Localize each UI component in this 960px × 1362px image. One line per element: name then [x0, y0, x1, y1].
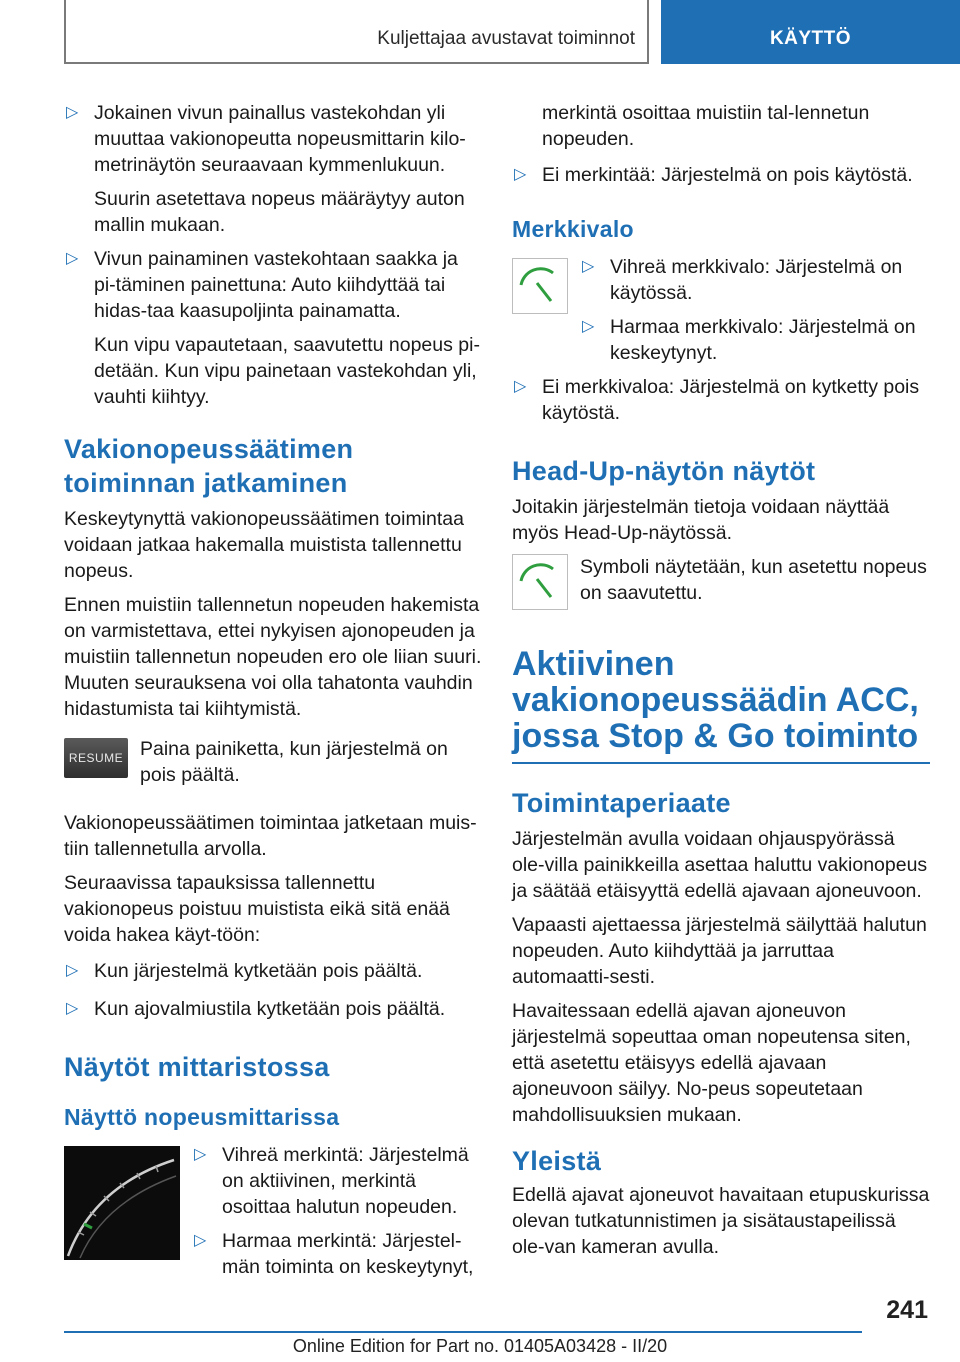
footer-edition: Online Edition for Part no. 01405A03428 - II/20 [292, 1336, 668, 1356]
resume-button-image [64, 738, 128, 778]
section-title: Kuljettajaa avustavat toiminnot [377, 28, 635, 49]
paragraph: Seuraavissa tapauksissa tallennettu vakionopeus poistuu muistista eikä sitä enää voida hakea käyt-töön: [64, 872, 450, 946]
list-item: ▷ Jokainen vivun painallus vastekohdan yli muuttaa vakionopeutta nopeusmittarin kilo-metrinäytön seuraavaan kymmenlukuun. [66, 102, 466, 176]
paragraph: Havaitessaan edellä ajavan ajoneuvon järjestelmä sopeuttaa oman nopeutensa siten, että asetettu etäisyys edellä ajavaan ajoneuvoon säilyy. No-peus sopeutetaan mahdollisuuksien mukaan. [512, 1000, 911, 1126]
heading-general: Yleistä [512, 1146, 602, 1176]
left-column [64, 100, 484, 1288]
triangle-bullet-icon: ▷ [514, 166, 527, 183]
footer-rule [64, 1331, 862, 1333]
right-column [512, 100, 930, 1268]
triangle-bullet-icon: ▷ [66, 104, 79, 121]
list-item: ▷ Vihreä merkkivalo: Järjestelmä on käytössä. [582, 256, 903, 304]
heading-hud: Head-Up-näytön näytöt [512, 456, 816, 486]
list-item: ▷ Harmaa merkkivalo: Järjestelmä on keskeytynyt. [582, 316, 916, 364]
resume-figure [64, 736, 484, 810]
triangle-bullet-icon: ▷ [194, 1232, 207, 1249]
header-section-box [64, 0, 649, 64]
heading-speedometer: Näyttö nopeusmittarissa [64, 1104, 340, 1130]
paragraph: Edellä ajavat ajoneuvot havaitaan etupuskurissa olevan tutkatunnistimen ja sisätaustapeilissä ole-van kameran avulla. [512, 1184, 930, 1258]
list-item: ▷ Vivun painaminen vastekohtaan saakka ja pi-täminen painettuna: Auto kiihdyttää tai hidas-taa kaasupoljinta painamatta. [66, 248, 458, 322]
list-item: ▷ Vihreä merkintä: Järjestelmä on aktiivinen, merkintä osoittaa halutun nopeuden. [194, 1144, 469, 1218]
triangle-bullet-icon: ▷ [582, 318, 595, 335]
list-item: ▷ Ei merkkivaloa: Järjestelmä on kytketty pois käytöstä. [514, 376, 920, 424]
chapter-tab-label: KÄYTTÖ [769, 28, 852, 49]
paragraph: Ennen muistiin tallennetun nopeuden hakemista on varmistettava, ettei nykyisen ajonopeuden ja muistiin tallennetun nopeuden ero ole liian suuri. Muuten seurauksena voi olla tahatonta vauhdin hidastumista tai kiihtymistä. [64, 594, 482, 720]
indicator-figure [512, 254, 930, 366]
list-item: ▷ Kun järjestelmä kytketään pois päältä. [66, 960, 423, 982]
continued-text: merkintä osoittaa muistiin tal-lennetun nopeuden. [542, 102, 870, 150]
note: Suurin asetettava nopeus määräytyy auton mallin mukaan. [94, 188, 465, 236]
triangle-bullet-icon: ▷ [66, 1000, 79, 1017]
paragraph: Keskeytynyttä vakionopeussäätimen toimintaa voidaan jatkaa hakemalla muistista tallennettu nopeus. [64, 508, 464, 582]
resume-text: Paina painiketta, kun järjestelmä on pois päältä. [140, 738, 448, 786]
speedometer-figure [64, 1142, 484, 1280]
speed-indicator-icon [512, 258, 568, 314]
resume-button-label: RESUME [68, 751, 124, 765]
heading-principle: Toimintaperiaate [512, 788, 731, 818]
heading-displays: Näytöt mittaristossa [64, 1052, 330, 1082]
paragraph: Vapaasti ajettaessa järjestelmä säilyttää halutun nopeuden. Auto kiihdyttää ja jarruttaa automaatti-sesti. [512, 914, 927, 988]
paragraph: Joitakin järjestelmän tietoja voidaan näyttää myös Head-Up-näytössä. [512, 496, 890, 544]
list-item: ▷ Kun ajovalmiustila kytketään pois päältä. [66, 998, 446, 1020]
speedometer-arc-icon [64, 1146, 180, 1260]
triangle-bullet-icon: ▷ [66, 250, 79, 267]
heading-acc: Aktiivinen vakionopeussäädin ACC, jossa Stop & Go toiminto [512, 646, 930, 764]
hud-symbol-text: Symboli näytetään, kun asetettu nopeus on saavutettu. [580, 556, 927, 604]
paragraph: Järjestelmän avulla voidaan ohjauspyörässä ole-villa painikkeilla asettaa haluttu vakionopeus ja säätää etäisyyttä edellä ajavaan ajoneuvoon. [512, 828, 928, 902]
hud-figure [512, 554, 930, 620]
page-number: 241 [886, 1296, 928, 1324]
heading-indicator: Merkkivalo [512, 216, 634, 242]
chapter-tab [661, 0, 960, 64]
list-item: ▷ Harmaa merkintä: Järjestel-män toiminta on keskeytynyt, [194, 1230, 474, 1278]
triangle-bullet-icon: ▷ [514, 378, 527, 395]
triangle-bullet-icon: ▷ [582, 258, 595, 275]
paragraph: Vakionopeussäätimen toimintaa jatketaan muis-tiin tallennetulla arvolla. [64, 812, 477, 860]
heading-resume: Vakionopeussäätimen toiminnan jatkaminen [64, 434, 354, 498]
triangle-bullet-icon: ▷ [194, 1146, 207, 1163]
note: Kun vipu vapautetaan, saavutettu nopeus pi-detään. Kun vipu painetaan vastekohdan yli, vauhti kiihtyy. [94, 334, 480, 408]
hud-speed-icon [512, 554, 568, 610]
speedometer-image [64, 1146, 180, 1260]
triangle-bullet-icon: ▷ [66, 962, 79, 979]
list-item: ▷ Ei merkintää: Järjestelmä on pois käytöstä. [514, 164, 913, 186]
